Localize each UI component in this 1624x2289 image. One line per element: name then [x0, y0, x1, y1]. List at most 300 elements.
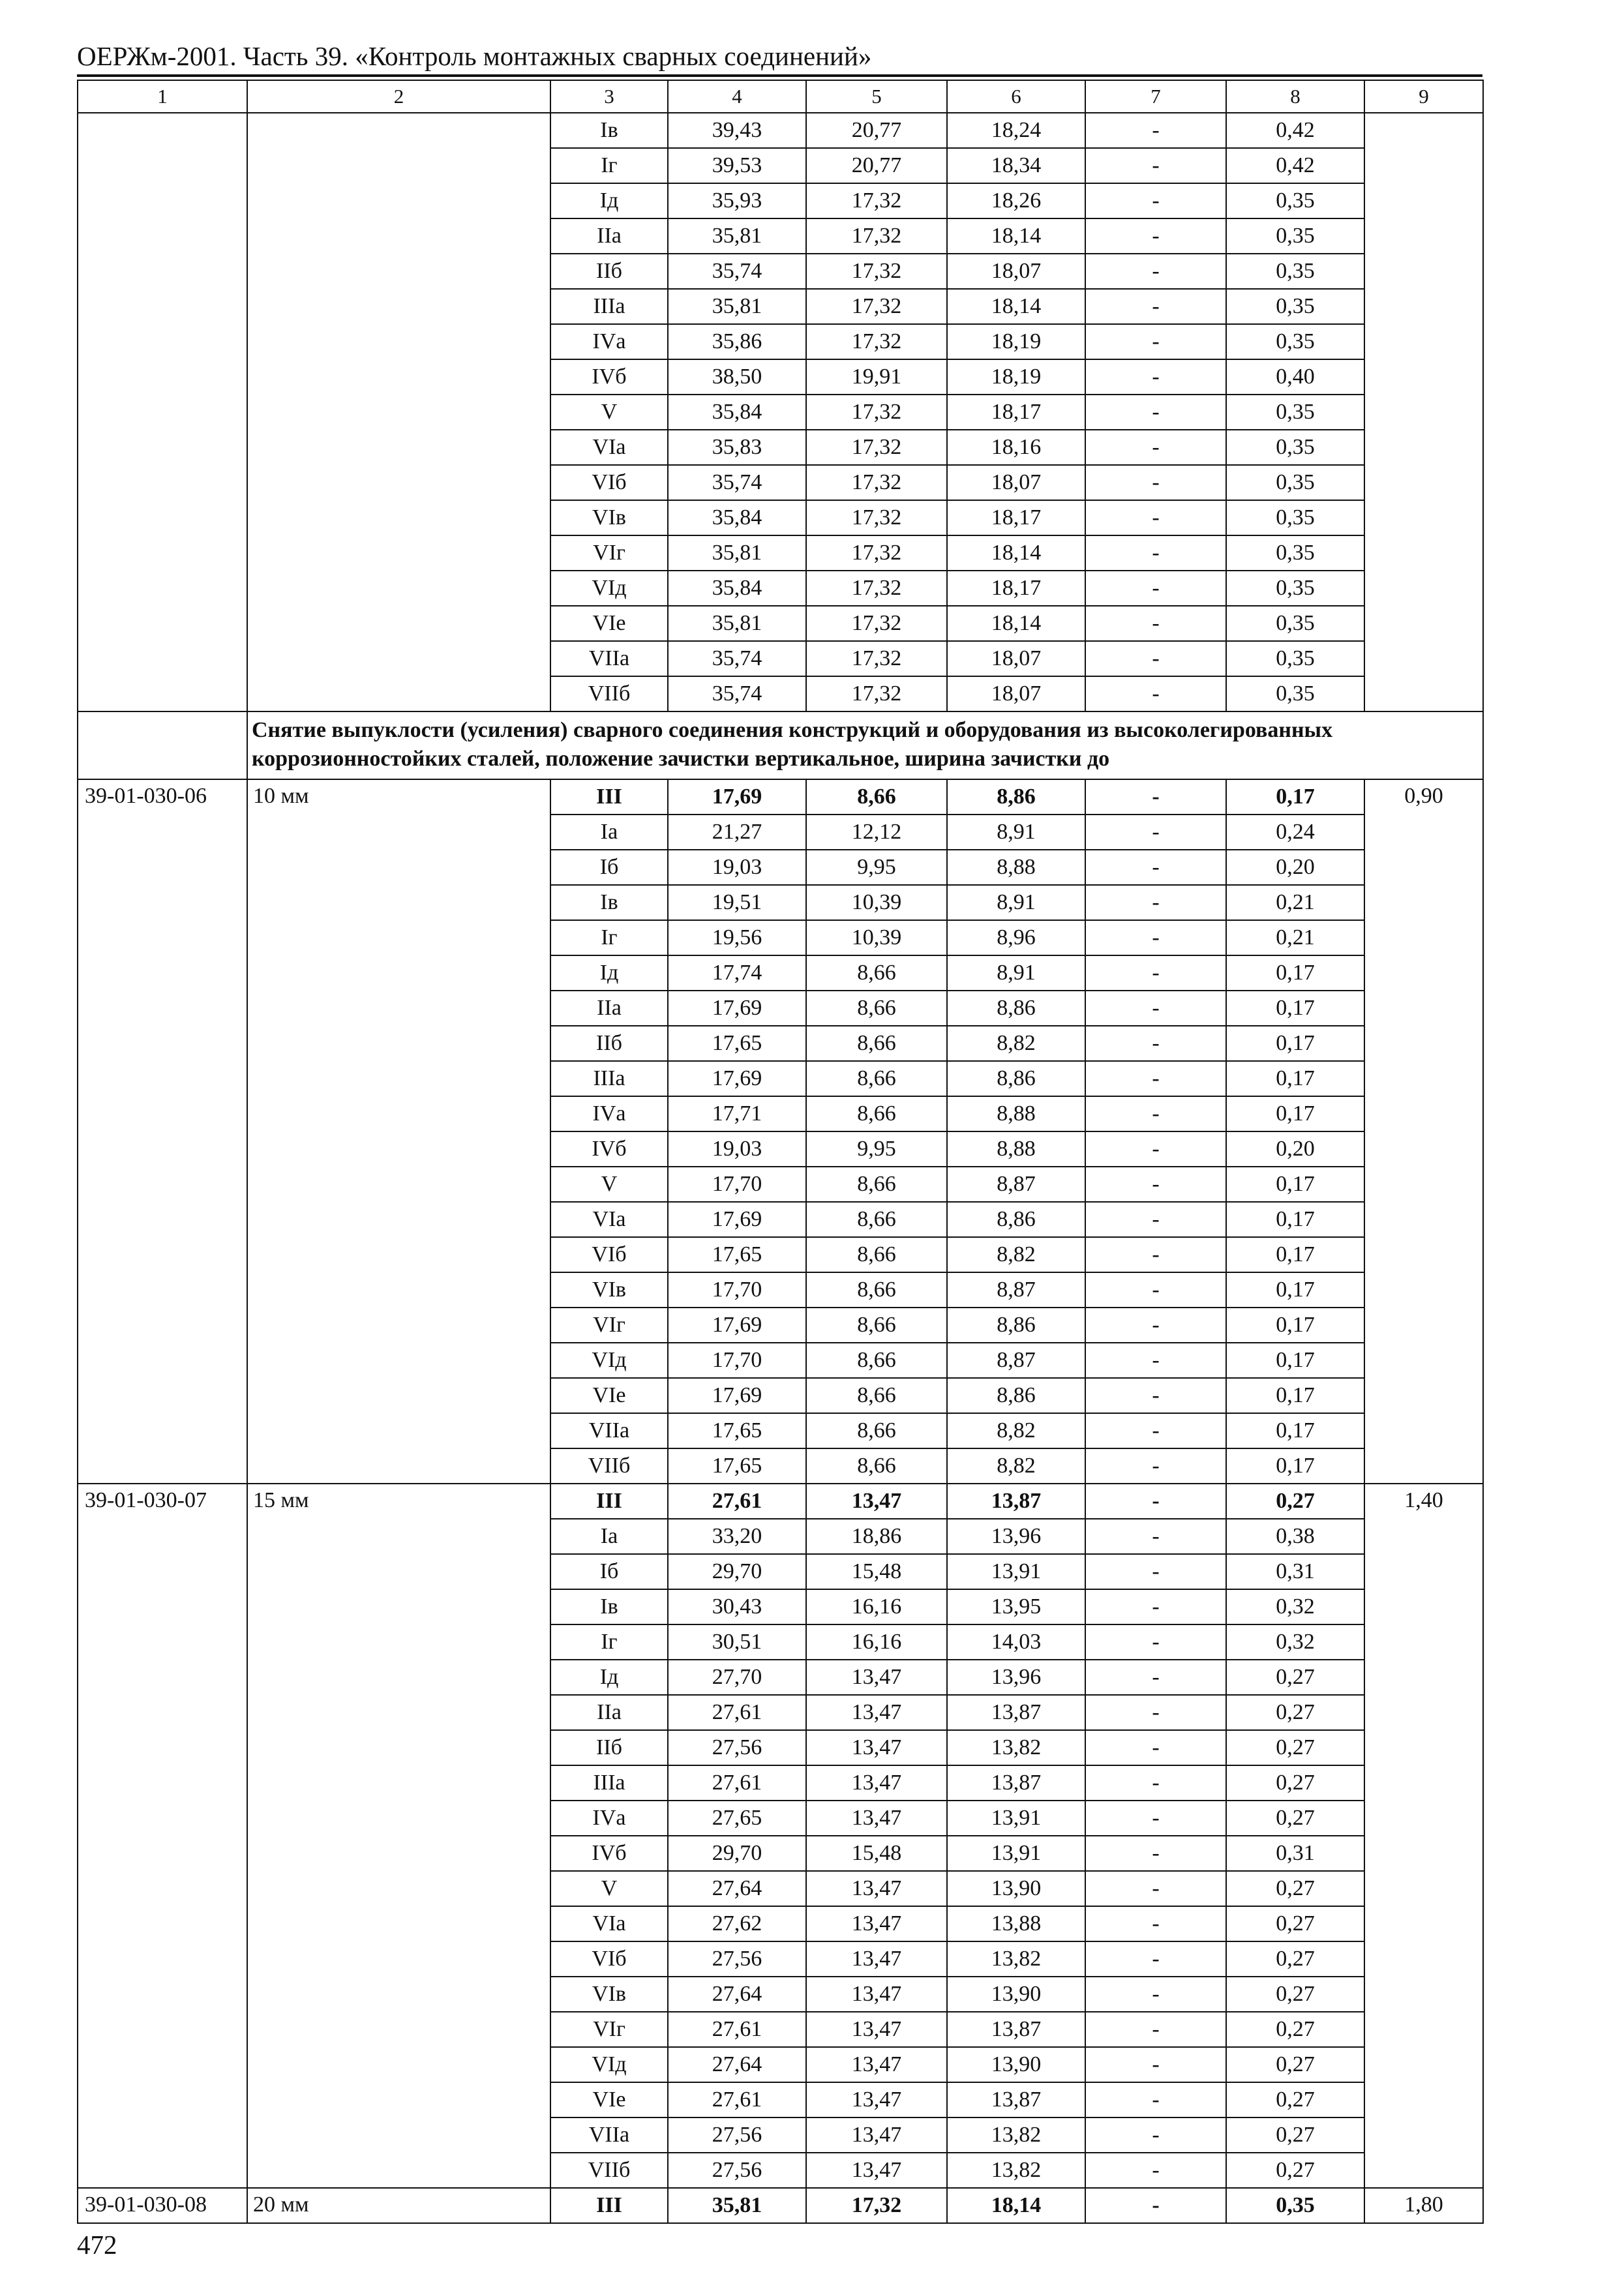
value-cell: 13,47: [806, 1660, 947, 1695]
rate-code: 39-01-030-07: [78, 1484, 247, 2188]
value-cell: -: [1085, 1871, 1226, 1906]
value-cell: 27,64: [668, 1977, 806, 2012]
value-cell: 13,82: [947, 2117, 1085, 2153]
zone-code-cell: VIIа: [550, 1413, 668, 1448]
page-header: ОЕРЖм-2001. Часть 39. «Контроль монтажных сварных соединений»: [77, 41, 872, 71]
value-cell: 8,66: [806, 1096, 947, 1131]
page-number: 472: [77, 2230, 117, 2260]
value-cell: 38,50: [668, 359, 806, 395]
value-cell: 17,70: [668, 1272, 806, 1308]
value-cell: 8,82: [947, 1413, 1085, 1448]
value-cell: -: [1085, 183, 1226, 218]
value-cell: -: [1085, 885, 1226, 920]
zone-code-cell: Iг: [550, 148, 668, 183]
zone-code-cell: III: [550, 1484, 668, 1519]
value-cell: 0,17: [1226, 1202, 1364, 1237]
rate-description: 20 мм: [247, 2188, 550, 2223]
value-cell: 17,32: [806, 606, 947, 641]
value-cell: 13,95: [947, 1589, 1085, 1624]
value-cell: -: [1085, 1624, 1226, 1660]
zone-code-cell: Iа: [550, 1519, 668, 1554]
value-cell: 8,66: [806, 1378, 947, 1413]
value-cell: 0,17: [1226, 779, 1364, 815]
value-cell: 8,66: [806, 991, 947, 1026]
value-cell: 8,86: [947, 1308, 1085, 1343]
value-cell: 0,17: [1226, 1096, 1364, 1131]
value-cell: 0,42: [1226, 113, 1364, 148]
value-cell: 27,61: [668, 2012, 806, 2047]
value-cell: 13,90: [947, 2047, 1085, 2082]
value-cell: 13,87: [947, 1765, 1085, 1801]
value-cell: 17,65: [668, 1448, 806, 1484]
value-cell: -: [1085, 920, 1226, 955]
value-cell: -: [1085, 676, 1226, 711]
value-cell: 35,83: [668, 430, 806, 465]
value-cell: 8,86: [947, 991, 1085, 1026]
value-cell: 17,70: [668, 1343, 806, 1378]
code-cell-empty: [78, 113, 247, 711]
value-cell: -: [1085, 1272, 1226, 1308]
value-cell: 18,14: [947, 606, 1085, 641]
zone-code-cell: Iв: [550, 885, 668, 920]
value-cell: 13,47: [806, 1906, 947, 1941]
rate-norm: 1,40: [1364, 1484, 1483, 2188]
value-cell: 18,34: [947, 148, 1085, 183]
value-cell: 18,16: [947, 430, 1085, 465]
value-cell: 8,88: [947, 1096, 1085, 1131]
zone-code-cell: IIIа: [550, 289, 668, 324]
value-cell: 18,26: [947, 183, 1085, 218]
value-cell: -: [1085, 1836, 1226, 1871]
value-cell: -: [1085, 1589, 1226, 1624]
value-cell: 17,65: [668, 1026, 806, 1061]
value-cell: -: [1085, 1660, 1226, 1695]
zone-code-cell: VIд: [550, 1343, 668, 1378]
value-cell: -: [1085, 779, 1226, 815]
value-cell: 13,82: [947, 2153, 1085, 2188]
value-cell: 0,38: [1226, 1519, 1364, 1554]
column-number: 5: [806, 80, 947, 113]
zone-code-cell: IIб: [550, 1730, 668, 1765]
value-cell: 8,88: [947, 850, 1085, 885]
value-cell: 13,82: [947, 1730, 1085, 1765]
value-cell: 0,27: [1226, 2153, 1364, 2188]
value-cell: 19,56: [668, 920, 806, 955]
value-cell: 10,39: [806, 885, 947, 920]
value-cell: 0,35: [1226, 254, 1364, 289]
value-cell: 27,56: [668, 2153, 806, 2188]
value-cell: 17,32: [806, 641, 947, 676]
value-cell: -: [1085, 2153, 1226, 2188]
value-cell: 8,82: [947, 1237, 1085, 1272]
value-cell: 0,35: [1226, 2188, 1364, 2223]
rate-norm: 0,90: [1364, 779, 1483, 1484]
value-cell: 27,61: [668, 1484, 806, 1519]
value-cell: 0,21: [1226, 885, 1364, 920]
value-cell: 0,35: [1226, 500, 1364, 535]
rate-description: 10 мм: [247, 779, 550, 1484]
value-cell: 27,56: [668, 2117, 806, 2153]
value-cell: 18,17: [947, 571, 1085, 606]
value-cell: 8,88: [947, 1131, 1085, 1167]
value-cell: 0,27: [1226, 1484, 1364, 1519]
value-cell: 0,40: [1226, 359, 1364, 395]
zone-code-cell: VIа: [550, 430, 668, 465]
value-cell: 35,81: [668, 535, 806, 571]
zone-code-cell: Iд: [550, 1660, 668, 1695]
desc-cell-empty: [247, 113, 550, 711]
value-cell: -: [1085, 2188, 1226, 2223]
value-cell: 0,27: [1226, 2117, 1364, 2153]
value-cell: 13,47: [806, 1730, 947, 1765]
value-cell: 8,91: [947, 955, 1085, 991]
value-cell: 18,14: [947, 2188, 1085, 2223]
value-cell: 0,27: [1226, 1801, 1364, 1836]
zone-code-cell: Iб: [550, 1554, 668, 1589]
value-cell: 13,91: [947, 1801, 1085, 1836]
value-cell: 8,82: [947, 1026, 1085, 1061]
zone-code-cell: VIе: [550, 2082, 668, 2117]
value-cell: 8,66: [806, 1061, 947, 1096]
zone-code-cell: IIа: [550, 1695, 668, 1730]
value-cell: -: [1085, 1484, 1226, 1519]
header-rule: [77, 74, 1482, 77]
zone-code-cell: Iг: [550, 1624, 668, 1660]
value-cell: -: [1085, 955, 1226, 991]
zone-code-cell: VIг: [550, 2012, 668, 2047]
zone-code-cell: III: [550, 2188, 668, 2223]
value-cell: 8,66: [806, 1237, 947, 1272]
value-cell: 33,20: [668, 1519, 806, 1554]
value-cell: 35,84: [668, 500, 806, 535]
value-cell: 35,81: [668, 218, 806, 254]
value-cell: 13,47: [806, 1484, 947, 1519]
value-cell: 8,66: [806, 1413, 947, 1448]
zone-code-cell: Iд: [550, 183, 668, 218]
value-cell: -: [1085, 1695, 1226, 1730]
value-cell: 13,47: [806, 1977, 947, 2012]
value-cell: -: [1085, 359, 1226, 395]
rate-description: 15 мм: [247, 1484, 550, 2188]
value-cell: 8,66: [806, 779, 947, 815]
column-number: 7: [1085, 80, 1226, 113]
value-cell: 18,07: [947, 465, 1085, 500]
value-cell: -: [1085, 1519, 1226, 1554]
zone-code-cell: VIг: [550, 535, 668, 571]
value-cell: -: [1085, 1448, 1226, 1484]
value-cell: -: [1085, 430, 1226, 465]
value-cell: 8,66: [806, 1026, 947, 1061]
value-cell: -: [1085, 113, 1226, 148]
value-cell: 8,86: [947, 1378, 1085, 1413]
value-cell: 15,48: [806, 1836, 947, 1871]
value-cell: 35,81: [668, 606, 806, 641]
value-cell: 17,69: [668, 1061, 806, 1096]
value-cell: -: [1085, 815, 1226, 850]
value-cell: 0,17: [1226, 1026, 1364, 1061]
value-cell: 35,81: [668, 2188, 806, 2223]
zone-code-cell: VIд: [550, 2047, 668, 2082]
zone-code-cell: VIIб: [550, 676, 668, 711]
value-cell: 8,86: [947, 1202, 1085, 1237]
value-cell: 9,95: [806, 850, 947, 885]
value-cell: 29,70: [668, 1836, 806, 1871]
section-row: [78, 711, 1483, 779]
value-cell: 13,88: [947, 1906, 1085, 1941]
value-cell: 13,87: [947, 2012, 1085, 2047]
value-cell: 27,64: [668, 1871, 806, 1906]
value-cell: 29,70: [668, 1554, 806, 1589]
value-cell: 8,96: [947, 920, 1085, 955]
value-cell: 17,69: [668, 1202, 806, 1237]
value-cell: 8,66: [806, 955, 947, 991]
zone-code-cell: VIа: [550, 1202, 668, 1237]
value-cell: 35,86: [668, 324, 806, 359]
table-row: [78, 113, 1483, 148]
value-cell: 18,07: [947, 641, 1085, 676]
column-number: 3: [550, 80, 668, 113]
value-cell: 0,27: [1226, 1871, 1364, 1906]
value-cell: 13,91: [947, 1836, 1085, 1871]
value-cell: 17,32: [806, 218, 947, 254]
zone-code-cell: VIв: [550, 500, 668, 535]
value-cell: 0,17: [1226, 1378, 1364, 1413]
zone-code-cell: Iг: [550, 920, 668, 955]
value-cell: 8,66: [806, 1343, 947, 1378]
value-cell: 30,51: [668, 1624, 806, 1660]
zone-code-cell: Iа: [550, 815, 668, 850]
zone-code-cell: VIб: [550, 1941, 668, 1977]
value-cell: 18,14: [947, 218, 1085, 254]
value-cell: 0,27: [1226, 2082, 1364, 2117]
value-cell: 0,27: [1226, 1695, 1364, 1730]
column-number: 4: [668, 80, 806, 113]
value-cell: 30,43: [668, 1589, 806, 1624]
value-cell: 17,32: [806, 289, 947, 324]
value-cell: -: [1085, 1202, 1226, 1237]
value-cell: 27,70: [668, 1660, 806, 1695]
value-cell: -: [1085, 1026, 1226, 1061]
value-cell: 0,17: [1226, 1448, 1364, 1484]
value-cell: 17,32: [806, 395, 947, 430]
value-cell: -: [1085, 2047, 1226, 2082]
value-cell: 12,12: [806, 815, 947, 850]
value-cell: 27,64: [668, 2047, 806, 2082]
rate-norm: 1,80: [1364, 2188, 1483, 2223]
value-cell: 27,62: [668, 1906, 806, 1941]
value-cell: 15,48: [806, 1554, 947, 1589]
zone-code-cell: IIа: [550, 991, 668, 1026]
value-cell: 17,74: [668, 955, 806, 991]
column-number: 1: [78, 80, 247, 113]
value-cell: 0,20: [1226, 1131, 1364, 1167]
value-cell: 17,32: [806, 500, 947, 535]
value-cell: 13,87: [947, 2082, 1085, 2117]
value-cell: -: [1085, 500, 1226, 535]
value-cell: 18,07: [947, 254, 1085, 289]
value-cell: 0,17: [1226, 1272, 1364, 1308]
value-cell: 21,27: [668, 815, 806, 850]
zone-code-cell: IVб: [550, 359, 668, 395]
value-cell: 0,35: [1226, 606, 1364, 641]
value-cell: 27,65: [668, 1801, 806, 1836]
value-cell: 35,74: [668, 254, 806, 289]
rate-code: 39-01-030-08: [78, 2188, 247, 2223]
value-cell: -: [1085, 1308, 1226, 1343]
value-cell: 0,31: [1226, 1836, 1364, 1871]
value-cell: 0,17: [1226, 1167, 1364, 1202]
zone-code-cell: IIб: [550, 1026, 668, 1061]
value-cell: 18,86: [806, 1519, 947, 1554]
zone-code-cell: Iб: [550, 850, 668, 885]
zone-code-cell: IIIа: [550, 1765, 668, 1801]
value-cell: 8,87: [947, 1167, 1085, 1202]
value-cell: 0,35: [1226, 430, 1364, 465]
value-cell: 8,86: [947, 779, 1085, 815]
value-cell: -: [1085, 1906, 1226, 1941]
zone-code-cell: VIв: [550, 1977, 668, 2012]
value-cell: -: [1085, 1378, 1226, 1413]
value-cell: 35,84: [668, 571, 806, 606]
value-cell: 17,69: [668, 1378, 806, 1413]
zone-code-cell: VIб: [550, 1237, 668, 1272]
zone-code-cell: IVа: [550, 1801, 668, 1836]
value-cell: 13,82: [947, 1941, 1085, 1977]
value-cell: 0,17: [1226, 1237, 1364, 1272]
zone-code-cell: VIг: [550, 1308, 668, 1343]
value-cell: 0,27: [1226, 1941, 1364, 1977]
value-cell: -: [1085, 1765, 1226, 1801]
value-cell: 8,91: [947, 815, 1085, 850]
column-number: 6: [947, 80, 1085, 113]
value-cell: 0,27: [1226, 1765, 1364, 1801]
value-cell: 13,47: [806, 1871, 947, 1906]
value-cell: 13,47: [806, 1765, 947, 1801]
value-cell: -: [1085, 1237, 1226, 1272]
value-cell: 18,17: [947, 395, 1085, 430]
value-cell: 0,17: [1226, 1343, 1364, 1378]
zone-code-cell: IVб: [550, 1131, 668, 1167]
column-number: 9: [1364, 80, 1483, 113]
value-cell: 17,32: [806, 535, 947, 571]
value-cell: 0,21: [1226, 920, 1364, 955]
value-cell: 0,27: [1226, 1906, 1364, 1941]
value-cell: 17,69: [668, 779, 806, 815]
value-cell: 0,17: [1226, 1061, 1364, 1096]
value-cell: 19,91: [806, 359, 947, 395]
value-cell: 35,93: [668, 183, 806, 218]
value-cell: 13,47: [806, 2012, 947, 2047]
value-cell: 16,16: [806, 1589, 947, 1624]
value-cell: 18,24: [947, 113, 1085, 148]
column-number: 2: [247, 80, 550, 113]
value-cell: 17,71: [668, 1096, 806, 1131]
value-cell: -: [1085, 1343, 1226, 1378]
value-cell: 0,35: [1226, 676, 1364, 711]
value-cell: -: [1085, 148, 1226, 183]
value-cell: 13,47: [806, 2117, 947, 2153]
value-cell: -: [1085, 254, 1226, 289]
value-cell: 0,35: [1226, 218, 1364, 254]
value-cell: 13,87: [947, 1695, 1085, 1730]
column-number-row: [78, 80, 1483, 113]
section-title: Снятие выпуклости (усиления) сварного соединения конструкций и оборудования из высоколегированных коррозионностойких сталей, положение зачистки вертикальное, ширина зачистки до: [247, 711, 1483, 779]
value-cell: 8,82: [947, 1448, 1085, 1484]
value-cell: 17,65: [668, 1413, 806, 1448]
zone-code-cell: Iв: [550, 113, 668, 148]
value-cell: -: [1085, 1061, 1226, 1096]
value-cell: -: [1085, 1131, 1226, 1167]
value-cell: 19,03: [668, 850, 806, 885]
value-cell: 8,87: [947, 1343, 1085, 1378]
value-cell: 13,47: [806, 1941, 947, 1977]
value-cell: 0,17: [1226, 955, 1364, 991]
value-cell: 0,35: [1226, 535, 1364, 571]
value-cell: 0,24: [1226, 815, 1364, 850]
value-cell: 0,27: [1226, 2012, 1364, 2047]
zone-code-cell: IIб: [550, 254, 668, 289]
zone-code-cell: VIIа: [550, 641, 668, 676]
value-cell: 0,17: [1226, 1413, 1364, 1448]
value-cell: -: [1085, 606, 1226, 641]
zone-code-cell: VIа: [550, 1906, 668, 1941]
value-cell: 17,32: [806, 571, 947, 606]
value-cell: 18,19: [947, 324, 1085, 359]
value-cell: 35,74: [668, 465, 806, 500]
zone-code-cell: IVа: [550, 324, 668, 359]
value-cell: 27,56: [668, 1941, 806, 1977]
value-cell: 0,17: [1226, 1308, 1364, 1343]
column-number: 8: [1226, 80, 1364, 113]
zone-code-cell: Iв: [550, 1589, 668, 1624]
value-cell: 17,32: [806, 465, 947, 500]
value-cell: -: [1085, 2082, 1226, 2117]
value-cell: 0,27: [1226, 1730, 1364, 1765]
value-cell: -: [1085, 465, 1226, 500]
value-cell: -: [1085, 1801, 1226, 1836]
value-cell: 8,66: [806, 1167, 947, 1202]
value-cell: -: [1085, 1167, 1226, 1202]
value-cell: 17,32: [806, 324, 947, 359]
zone-code-cell: VIIб: [550, 1448, 668, 1484]
zone-code-cell: IVа: [550, 1096, 668, 1131]
value-cell: 8,66: [806, 1202, 947, 1237]
value-cell: 20,77: [806, 113, 947, 148]
value-cell: 0,17: [1226, 991, 1364, 1026]
norm-cell-empty: [1364, 113, 1483, 711]
value-cell: -: [1085, 641, 1226, 676]
value-cell: 18,14: [947, 289, 1085, 324]
value-cell: 8,66: [806, 1272, 947, 1308]
value-cell: 17,32: [806, 254, 947, 289]
zone-code-cell: V: [550, 395, 668, 430]
value-cell: 0,35: [1226, 641, 1364, 676]
zone-code-cell: Iд: [550, 955, 668, 991]
value-cell: -: [1085, 1730, 1226, 1765]
table-row: [78, 1484, 1483, 1519]
zone-code-cell: VIе: [550, 606, 668, 641]
value-cell: 0,32: [1226, 1624, 1364, 1660]
value-cell: 17,69: [668, 1308, 806, 1343]
value-cell: -: [1085, 2012, 1226, 2047]
value-cell: 17,32: [806, 2188, 947, 2223]
value-cell: 18,07: [947, 676, 1085, 711]
value-cell: 0,20: [1226, 850, 1364, 885]
value-cell: 17,65: [668, 1237, 806, 1272]
zone-code-cell: VIIа: [550, 2117, 668, 2153]
table-row: [78, 2188, 1483, 2223]
value-cell: 35,74: [668, 641, 806, 676]
